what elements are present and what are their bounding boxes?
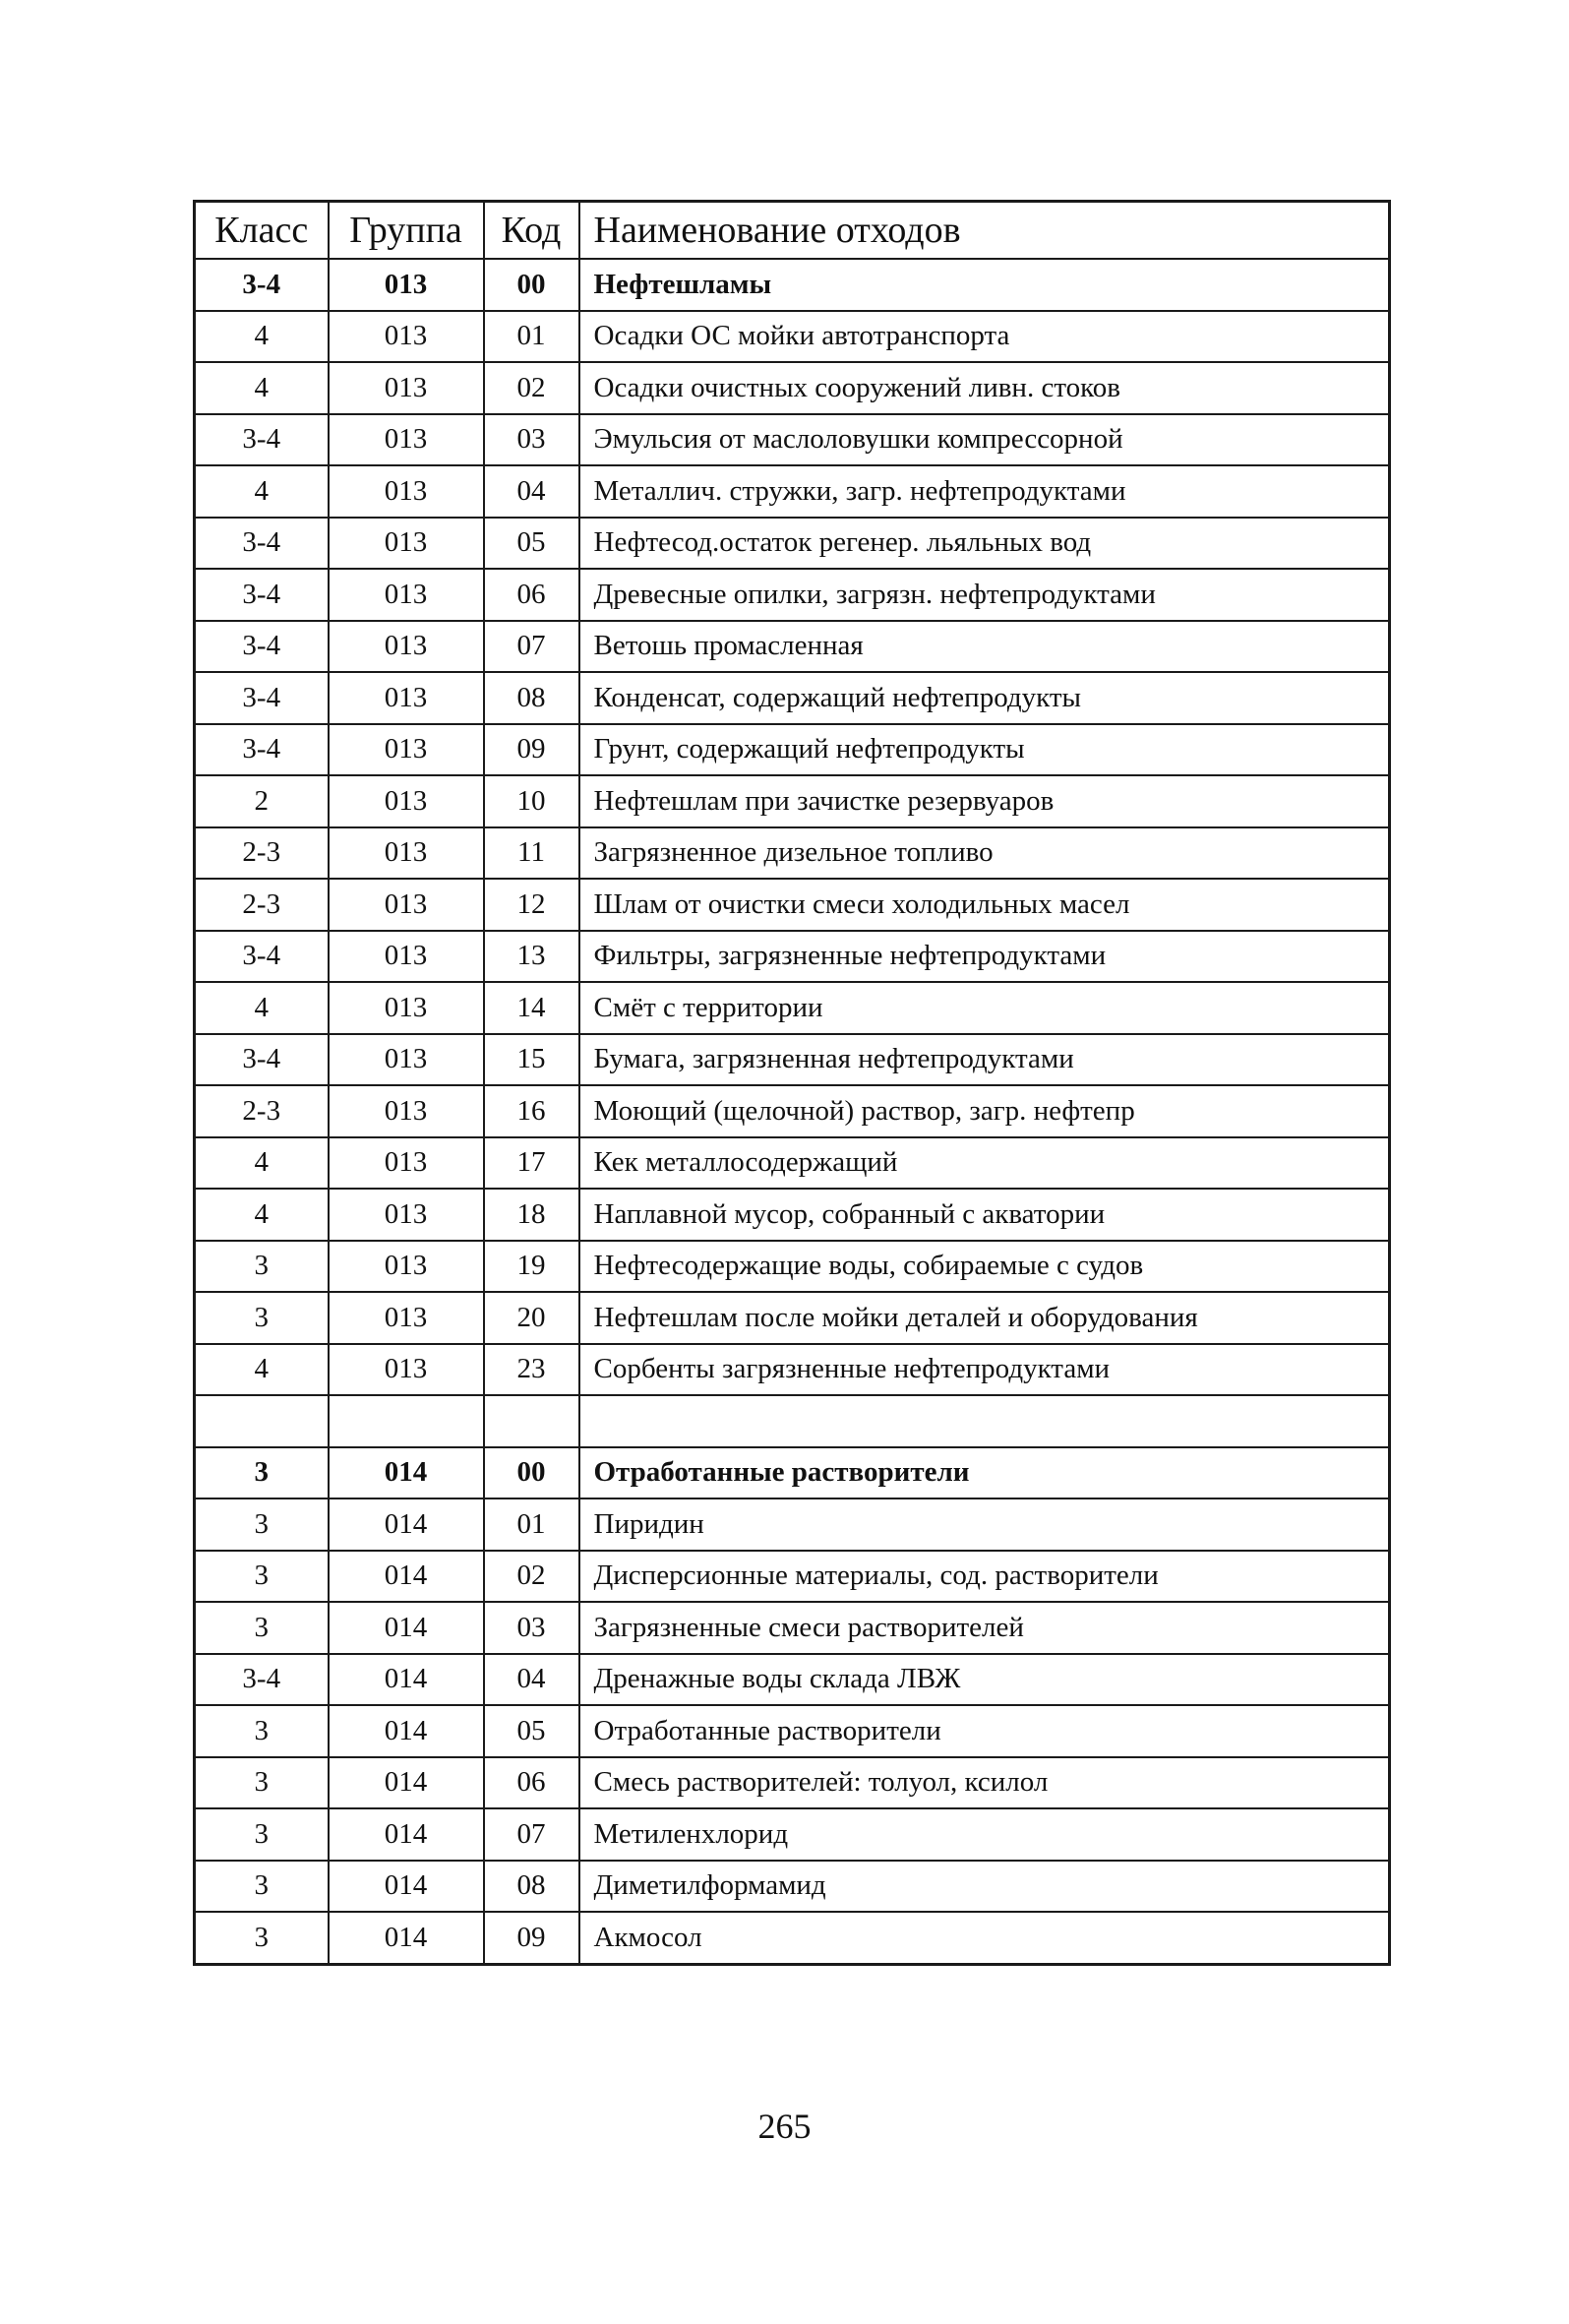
cell-code: 04	[484, 465, 579, 518]
cell-class: 4	[195, 362, 329, 414]
cell-name: Смесь растворителей: толуол, ксилол	[579, 1757, 1390, 1809]
cell-name: Загрязненные смеси растворителей	[579, 1602, 1390, 1654]
cell-class: 3-4	[195, 724, 329, 776]
cell-group: 014	[329, 1808, 484, 1861]
cell-class: 4	[195, 1189, 329, 1241]
cell-group	[329, 1395, 484, 1447]
cell-class: 3-4	[195, 621, 329, 673]
cell-name: Пиридин	[579, 1498, 1390, 1551]
cell-class: 3	[195, 1861, 329, 1913]
cell-group: 013	[329, 775, 484, 827]
table-row	[195, 1137, 1390, 1190]
cell-name: Бумага, загрязненная нефтепродуктами	[579, 1034, 1390, 1086]
cell-class: 3	[195, 1602, 329, 1654]
cell-name: Шлам от очистки смеси холодильных масел	[579, 879, 1390, 931]
table-row	[195, 311, 1390, 363]
cell-name: Нефтешламы	[579, 259, 1390, 311]
cell-class: 4	[195, 465, 329, 518]
table-row	[195, 672, 1390, 724]
cell-name: Эмульсия от маслоловушки компрессорной	[579, 414, 1390, 466]
cell-name: Наплавной мусор, собранный с акватории	[579, 1189, 1390, 1241]
table-row	[195, 879, 1390, 931]
cell-name: Диметилформамид	[579, 1861, 1390, 1913]
table-row	[195, 982, 1390, 1034]
header-row	[195, 202, 1390, 260]
table-row	[195, 931, 1390, 983]
cell-class: 3-4	[195, 414, 329, 466]
cell-group: 014	[329, 1912, 484, 1964]
cell-name: Древесные опилки, загрязн. нефтепродуктами	[579, 569, 1390, 621]
cell-class: 3	[195, 1808, 329, 1861]
cell-class: 3	[195, 1447, 329, 1499]
table-row	[195, 827, 1390, 880]
cell-code: 03	[484, 1602, 579, 1654]
cell-group: 014	[329, 1447, 484, 1499]
cell-group: 013	[329, 982, 484, 1034]
cell-group: 014	[329, 1654, 484, 1706]
cell-code: 15	[484, 1034, 579, 1086]
table-header	[195, 202, 1390, 260]
table-row	[195, 1912, 1390, 1964]
cell-group: 013	[329, 827, 484, 880]
table-row	[195, 1757, 1390, 1809]
cell-group: 013	[329, 931, 484, 983]
table-row	[195, 621, 1390, 673]
cell-name: Нефтешлам при зачистке резервуаров	[579, 775, 1390, 827]
cell-code: 02	[484, 362, 579, 414]
cell-code: 06	[484, 569, 579, 621]
cell-code: 23	[484, 1344, 579, 1396]
header-code: Код	[484, 202, 579, 260]
cell-code: 09	[484, 724, 579, 776]
cell-class: 3-4	[195, 931, 329, 983]
cell-name: Нефтесодержащие воды, собираемые с судов	[579, 1241, 1390, 1293]
cell-class: 2-3	[195, 1085, 329, 1137]
cell-code: 17	[484, 1137, 579, 1190]
table-row	[195, 518, 1390, 570]
cell-class: 3-4	[195, 259, 329, 311]
cell-name: Кек металлосодержащий	[579, 1137, 1390, 1190]
table-row	[195, 1654, 1390, 1706]
table-body	[195, 259, 1390, 1964]
table-row	[195, 1602, 1390, 1654]
table-row	[195, 569, 1390, 621]
table-row	[195, 414, 1390, 466]
cell-code: 08	[484, 1861, 579, 1913]
table-row	[195, 1447, 1390, 1499]
table-row	[195, 1034, 1390, 1086]
cell-group: 013	[329, 569, 484, 621]
cell-code: 07	[484, 1808, 579, 1861]
cell-group: 013	[329, 1034, 484, 1086]
cell-code: 00	[484, 1447, 579, 1499]
cell-class: 2-3	[195, 879, 329, 931]
cell-group: 014	[329, 1498, 484, 1551]
cell-class: 2-3	[195, 827, 329, 880]
table-row	[195, 1498, 1390, 1551]
cell-group: 013	[329, 1344, 484, 1396]
cell-group: 013	[329, 1241, 484, 1293]
cell-name: Металлич. стружки, загр. нефтепродуктами	[579, 465, 1390, 518]
cell-class: 3	[195, 1912, 329, 1964]
table-row	[195, 1551, 1390, 1603]
cell-code: 20	[484, 1292, 579, 1344]
cell-code: 02	[484, 1551, 579, 1603]
cell-code: 00	[484, 259, 579, 311]
cell-class: 3-4	[195, 1034, 329, 1086]
cell-group: 013	[329, 362, 484, 414]
cell-code: 16	[484, 1085, 579, 1137]
cell-code: 09	[484, 1912, 579, 1964]
cell-code: 07	[484, 621, 579, 673]
cell-name: Осадки ОС мойки автотранспорта	[579, 311, 1390, 363]
page-number: 265	[757, 2107, 812, 2146]
cell-name: Фильтры, загрязненные нефтепродуктами	[579, 931, 1390, 983]
cell-class: 4	[195, 982, 329, 1034]
cell-name: Акмосол	[579, 1912, 1390, 1964]
cell-group: 013	[329, 465, 484, 518]
cell-group: 014	[329, 1757, 484, 1809]
table-row	[195, 1085, 1390, 1137]
cell-name: Нефтешлам после мойки деталей и оборудования	[579, 1292, 1390, 1344]
cell-code: 05	[484, 518, 579, 570]
cell-name: Смёт с территории	[579, 982, 1390, 1034]
cell-class: 3	[195, 1757, 329, 1809]
table-row	[195, 465, 1390, 518]
cell-name: Дисперсионные материалы, сод. растворители	[579, 1551, 1390, 1603]
cell-class: 3-4	[195, 1654, 329, 1706]
cell-class	[195, 1395, 329, 1447]
cell-group: 013	[329, 1292, 484, 1344]
table-row	[195, 259, 1390, 311]
cell-group: 013	[329, 724, 484, 776]
cell-class: 3	[195, 1498, 329, 1551]
cell-name: Нефтесод.остаток регенер. льяльных вод	[579, 518, 1390, 570]
cell-code: 03	[484, 414, 579, 466]
cell-group: 013	[329, 1189, 484, 1241]
table-row	[195, 1705, 1390, 1757]
cell-class: 3-4	[195, 569, 329, 621]
cell-code: 08	[484, 672, 579, 724]
cell-class: 4	[195, 311, 329, 363]
cell-name: Ветошь промасленная	[579, 621, 1390, 673]
cell-code: 14	[484, 982, 579, 1034]
cell-code: 10	[484, 775, 579, 827]
cell-class: 4	[195, 1137, 329, 1190]
table-row	[195, 1861, 1390, 1913]
cell-group: 014	[329, 1551, 484, 1603]
table-row	[195, 1189, 1390, 1241]
cell-class: 4	[195, 1344, 329, 1396]
cell-group: 013	[329, 259, 484, 311]
cell-name: Моющий (щелочной) раствор, загр. нефтепр	[579, 1085, 1390, 1137]
cell-class: 3-4	[195, 672, 329, 724]
table-row	[195, 1241, 1390, 1293]
cell-name: Грунт, содержащий нефтепродукты	[579, 724, 1390, 776]
cell-code	[484, 1395, 579, 1447]
cell-code: 18	[484, 1189, 579, 1241]
cell-name: Конденсат, содержащий нефтепродукты	[579, 672, 1390, 724]
cell-code: 12	[484, 879, 579, 931]
cell-class: 3	[195, 1241, 329, 1293]
cell-group: 013	[329, 879, 484, 931]
table-row	[195, 1395, 1390, 1447]
cell-name	[579, 1395, 1390, 1447]
cell-code: 13	[484, 931, 579, 983]
cell-code: 11	[484, 827, 579, 880]
cell-group: 014	[329, 1705, 484, 1757]
cell-code: 19	[484, 1241, 579, 1293]
cell-class: 3-4	[195, 518, 329, 570]
table-row	[195, 362, 1390, 414]
cell-group: 013	[329, 1137, 484, 1190]
header-class: Класс	[195, 202, 329, 260]
cell-code: 05	[484, 1705, 579, 1757]
table-row	[195, 724, 1390, 776]
cell-group: 013	[329, 621, 484, 673]
header-group: Группа	[329, 202, 484, 260]
cell-name: Отработанные растворители	[579, 1447, 1390, 1499]
cell-group: 014	[329, 1602, 484, 1654]
cell-group: 013	[329, 518, 484, 570]
table-row	[195, 1808, 1390, 1861]
cell-group: 013	[329, 414, 484, 466]
cell-name: Отработанные растворители	[579, 1705, 1390, 1757]
cell-name: Дренажные воды склада ЛВЖ	[579, 1654, 1390, 1706]
cell-group: 014	[329, 1861, 484, 1913]
table-row	[195, 1292, 1390, 1344]
cell-name: Осадки очистных сооружений ливн. стоков	[579, 362, 1390, 414]
cell-group: 013	[329, 1085, 484, 1137]
cell-class: 3	[195, 1551, 329, 1603]
cell-class: 3	[195, 1705, 329, 1757]
cell-group: 013	[329, 672, 484, 724]
cell-code: 01	[484, 1498, 579, 1551]
cell-class: 2	[195, 775, 329, 827]
cell-group: 013	[329, 311, 484, 363]
header-name: Наименование отходов	[579, 202, 1390, 260]
table-row	[195, 775, 1390, 827]
cell-code: 01	[484, 311, 579, 363]
waste-table	[193, 200, 1391, 1966]
cell-code: 06	[484, 1757, 579, 1809]
table-row	[195, 1344, 1390, 1396]
cell-code: 04	[484, 1654, 579, 1706]
cell-class: 3	[195, 1292, 329, 1344]
cell-name: Метиленхлорид	[579, 1808, 1390, 1861]
cell-name: Сорбенты загрязненные нефтепродуктами	[579, 1344, 1390, 1396]
cell-name: Загрязненное дизельное топливо	[579, 827, 1390, 880]
